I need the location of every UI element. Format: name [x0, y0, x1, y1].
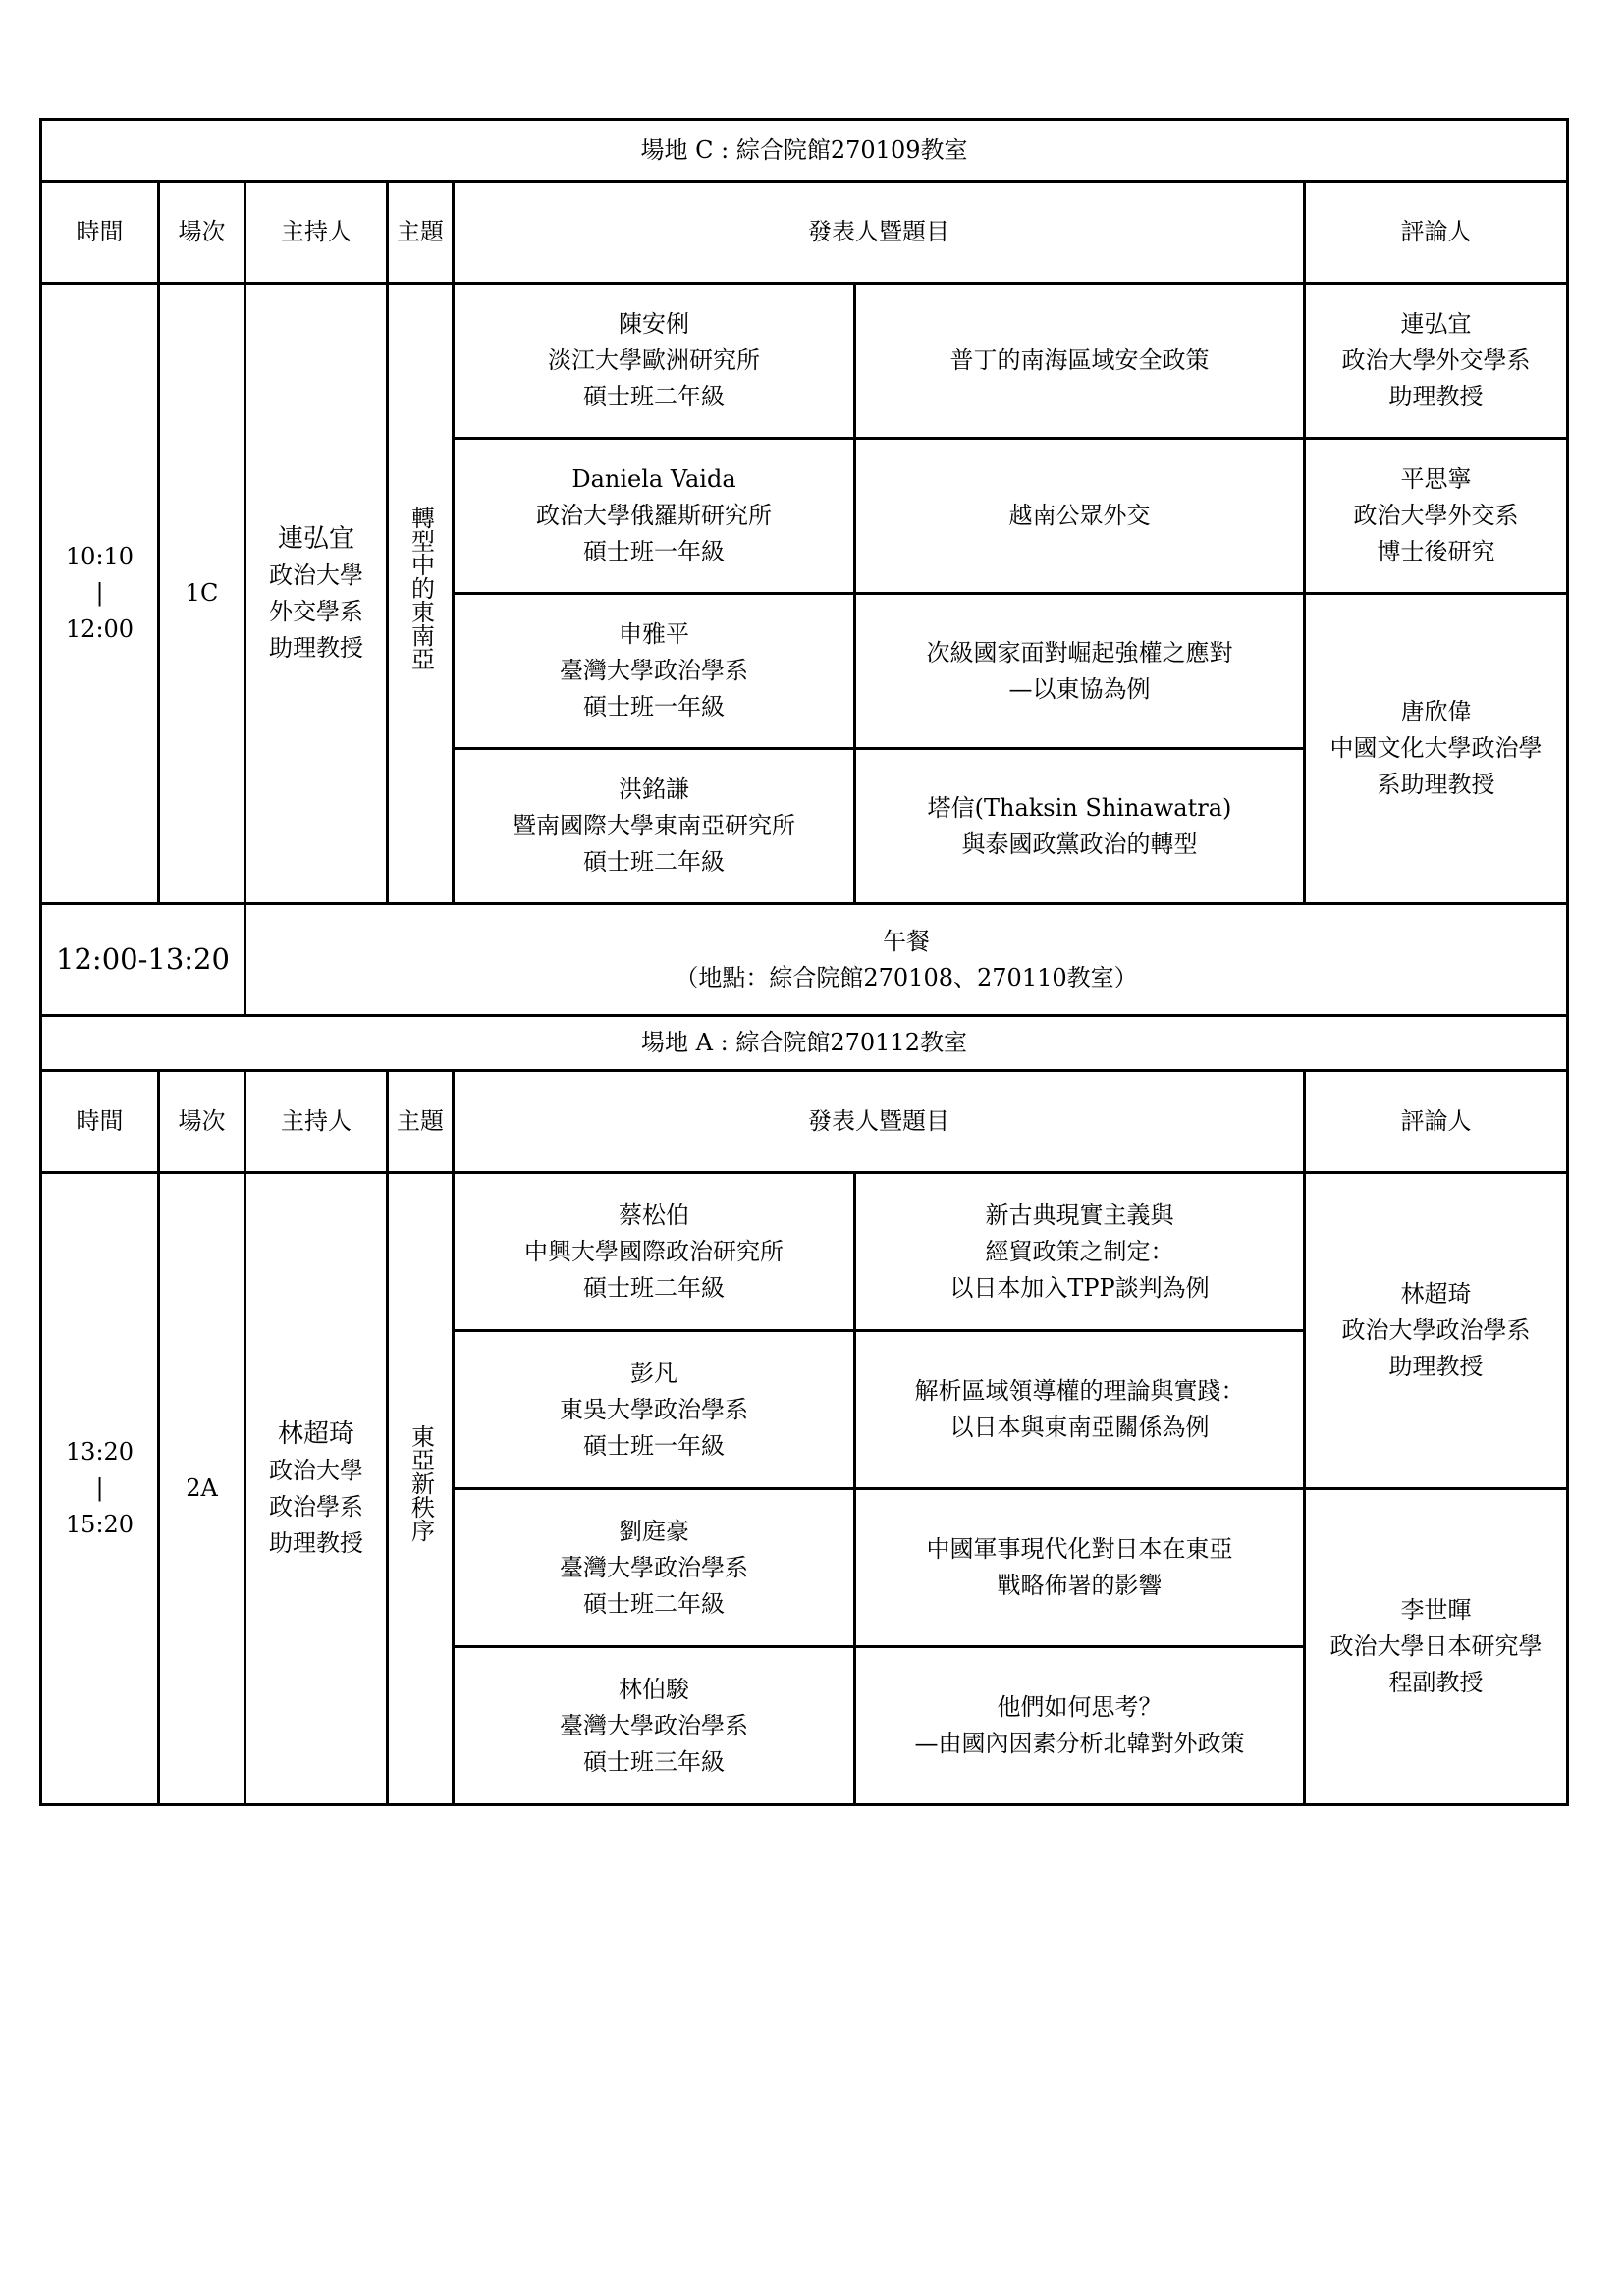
schedule-table: [39, 118, 1569, 1806]
moderator-affiliation: 政治大學 政治學系 助理教授: [269, 1456, 363, 1557]
header-theme: 主題: [388, 1071, 454, 1173]
discussant-cell: 連弘宜 政治大學外交學系 助理教授: [1305, 284, 1568, 439]
session-1c-theme: [388, 284, 454, 904]
topic-cell: 次級國家面對崛起強權之應對 —以東協為例: [855, 594, 1305, 749]
header-presenter-topic: 發表人暨題目: [454, 1071, 1305, 1173]
session-1c-moderator: [245, 284, 388, 904]
moderator-affiliation: 政治大學 外交學系 助理教授: [269, 561, 363, 662]
header-discussant: 評論人: [1305, 1071, 1568, 1173]
presenter-cell: 彭凡 東吳大學政治學系 碩士班一年級: [454, 1331, 855, 1489]
venue-a-title: 場地 A : 綜合院館270112教室: [41, 1016, 1568, 1071]
topic-cell: 解析區域領導權的理論與實踐： 以日本與東南亞關係為例: [855, 1331, 1305, 1489]
lunch-label: 午餐 （地點：綜合院館270108、270110教室）: [245, 904, 1568, 1016]
presenter-cell: 林伯駿 臺灣大學政治學系 碩士班三年級: [454, 1647, 855, 1805]
presenter-cell: 陳安俐 淡江大學歐洲研究所 碩士班二年級: [454, 284, 855, 439]
discussant-cell: 林超琦 政治大學政治學系 助理教授: [1305, 1173, 1568, 1489]
session-2a-theme: [388, 1173, 454, 1805]
moderator-name: 連弘宜: [277, 523, 354, 554]
venue-c-title: 場地 C : 綜合院館270109教室: [41, 120, 1568, 182]
topic-cell: 他們如何思考？ —由國內因素分析北韓對外政策: [855, 1647, 1305, 1805]
session-1c-time: 10:10 | 12:00: [41, 284, 159, 904]
presenter-cell: Daniela Vaida 政治大學俄羅斯研究所 碩士班一年級: [454, 439, 855, 594]
header-presenter-topic: 發表人暨題目: [454, 182, 1305, 284]
session-2a-code: 2A: [159, 1173, 245, 1805]
discussant-cell: 李世暉 政治大學日本研究學 程副教授: [1305, 1489, 1568, 1805]
discussant-cell: 平思寧 政治大學外交系 博士後研究: [1305, 439, 1568, 594]
header-moderator: 主持人: [245, 182, 388, 284]
header-row-c: [41, 182, 1568, 284]
topic-cell: 中國軍事現代化對日本在東亞 戰略佈署的影響: [855, 1489, 1305, 1647]
venue-c-row: [41, 120, 1568, 182]
topic-cell: 新古典現實主義與 經貿政策之制定： 以日本加入TPP談判為例: [855, 1173, 1305, 1331]
session-1c-code: 1C: [159, 284, 245, 904]
session-1c-row-1: [41, 284, 1568, 439]
presenter-cell: 洪銘謙 暨南國際大學東南亞研究所 碩士班二年級: [454, 749, 855, 904]
topic-cell: 越南公眾外交: [855, 439, 1305, 594]
theme-text: 轉型中的東南亞: [406, 506, 435, 670]
header-discussant: 評論人: [1305, 182, 1568, 284]
session-2a-row-1: [41, 1173, 1568, 1331]
header-time: 時間: [41, 182, 159, 284]
session-2a-time: 13:20 | 15:20: [41, 1173, 159, 1805]
header-row-a: [41, 1071, 1568, 1173]
moderator-name: 林超琦: [277, 1418, 354, 1449]
lunch-row: [41, 904, 1568, 1016]
presenter-cell: 蔡松伯 中興大學國際政治研究所 碩士班二年級: [454, 1173, 855, 1331]
topic-cell: 塔信(Thaksin Shinawatra) 與泰國政黨政治的轉型: [855, 749, 1305, 904]
discussant-cell: 唐欣偉 中國文化大學政治學 系助理教授: [1305, 594, 1568, 904]
presenter-cell: 申雅平 臺灣大學政治學系 碩士班一年級: [454, 594, 855, 749]
venue-a-row: [41, 1016, 1568, 1071]
header-session: 場次: [159, 1071, 245, 1173]
lunch-time: 12:00-13:20: [41, 904, 245, 1016]
header-time: 時間: [41, 1071, 159, 1173]
presenter-cell: 劉庭豪 臺灣大學政治學系 碩士班二年級: [454, 1489, 855, 1647]
session-2a-moderator: [245, 1173, 388, 1805]
theme-text: 東亞新秩序: [406, 1424, 435, 1542]
header-session: 場次: [159, 182, 245, 284]
header-moderator: 主持人: [245, 1071, 388, 1173]
topic-cell: 普丁的南海區域安全政策: [855, 284, 1305, 439]
header-theme: 主題: [388, 182, 454, 284]
